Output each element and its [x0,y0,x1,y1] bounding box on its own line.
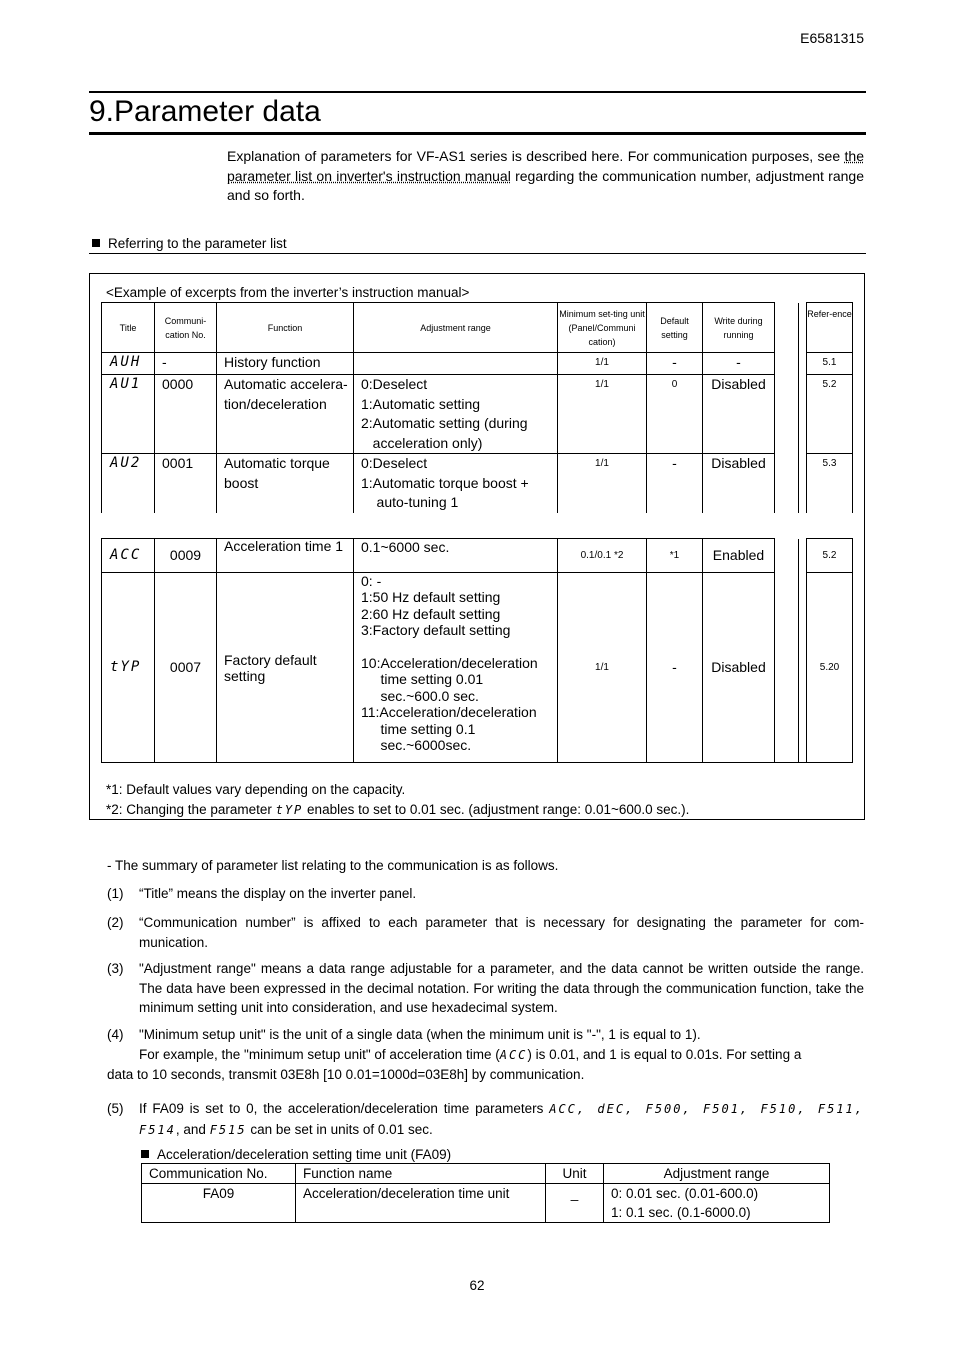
table-row: FA09 Acceleration/deceleration time unit _ 0: 0.01 sec. (0.01-600.0) 1: 0.1 sec. (0.1-6000.0) [142,1184,830,1223]
fa09-heading: Acceleration/deceleration setting time unit (FA09) [141,1147,451,1162]
header-function: Function [217,303,354,353]
list-item: (2) “Communication number” is affixed to each parameter that is necessary for designating the parameter for com-munication. [107,915,864,950]
header-ref: Refer-ence [807,303,853,353]
header-title: Title [102,303,155,353]
fa09-table [141,1163,830,1223]
document-number: E6581315 [800,30,864,46]
section-heading: Referring to the parameter list [92,236,287,251]
square-bullet-icon [141,1150,149,1158]
page-number: 62 [469,1278,485,1293]
header-range: Adjustment range [354,303,558,353]
section-rule [89,253,866,254]
cell-title: AUH [102,353,155,375]
list-item: (1) “Title” means the display on the inverter panel. [107,886,417,901]
instruction-manual-link: the parameter list on inverter's instruction manual [227,148,864,184]
title-top-rule [89,91,866,93]
cell-title: tYP [102,573,155,763]
summary-line: - The summary of parameter list relating to the communication is as follows. [107,858,559,873]
table-header-row: Communication No. Function name Unit Adjustment range [142,1164,830,1184]
parameter-table-1 [101,302,853,513]
list-item: (3) "Adjustment range" means a data range adjustable for a parameter, and the data cannot be written outside the range. The data have been expressed in the decimal notation. For writing the data through the communication function, take the minimum setting unit into consideration, and use hexadecimal system. [107,961,864,1015]
page-title: 9.Parameter data [89,95,321,128]
square-bullet-icon [92,239,100,247]
header-comm: Communi-cation No. [155,303,217,353]
table-header-row [102,303,853,353]
title-bottom-rule [89,132,866,135]
cell-title: AU2 [102,454,155,513]
list-item: (5) If FA09 is set to 0, the acceleration/deceleration time parameters ACC, dEC, F500, F501, F510, F511, F514, and F515 can be set in units of 0.01 sec. [107,1101,864,1137]
list-item: (4) "Minimum setup unit" is the unit of a single data (when the minimum unit is "-", 1 is equal to 1). For example, the "minimum setup unit" of acceleration time (ACC) is 0.01, and 1 is equal to 0.01s. For setting a data to 10 seconds, transmit 03E8h [10 0.01=1000d=03E8h] by communication. [107,1027,802,1082]
cell-title: ACC [102,539,155,573]
table-row: AU1 0000 Automatic accelera-tion/deceleration 0:Deselect 1:Automatic setting 2:Automatic setting (during acceleration only) 1/1 0 Disabled 5.2 [102,375,853,454]
table-row: tYP 0007 Factory default setting 0: - 1:50 Hz default setting 2:60 Hz default setting 3:Factory default setting 10:Acceleration/deceleration time setting 0.01 sec.~600.0 sec. 11:Acceleration/deceleration time setting 0.1 sec.~6000sec. 1/1 - Disabled 5.20 [102,573,853,763]
note-1: *1: Default values vary depending on the capacity. [106,782,406,797]
table-row: AUH - History function 1/1 - - 5.1 [102,353,853,375]
parameter-table-2 [101,538,853,763]
note-2: *2: Changing the parameter tYP enables to set to 0.01 sec. (adjustment range: 0.01~600.0 sec.). [106,802,690,817]
cell-title: AU1 [102,375,155,454]
intro-paragraph: Explanation of parameters for VF-AS1 series is described here. For communication purposes, see the parameter list on inverter's instruction manual regarding the communication number, adjustment range and so forth. [227,148,864,203]
example-caption: <Example of excerpts from the inverter’s instruction manual> [106,285,470,300]
header-write: Write during running [703,303,775,353]
table-row: ACC 0009 Acceleration time 1 0.1~6000 sec. 0.1/0.1 *2 *1 Enabled 5.2 [102,539,853,573]
header-min-unit: Minimum set-ting unit (Panel/Communi cation) [558,303,647,353]
table-row: AU2 0001 Automatic torque boost 0:Deselect 1:Automatic torque boost + auto-tuning 1 1/1 - Disabled 5.3 [102,454,853,513]
header-default: Default setting [647,303,703,353]
table-notes [106,780,689,820]
